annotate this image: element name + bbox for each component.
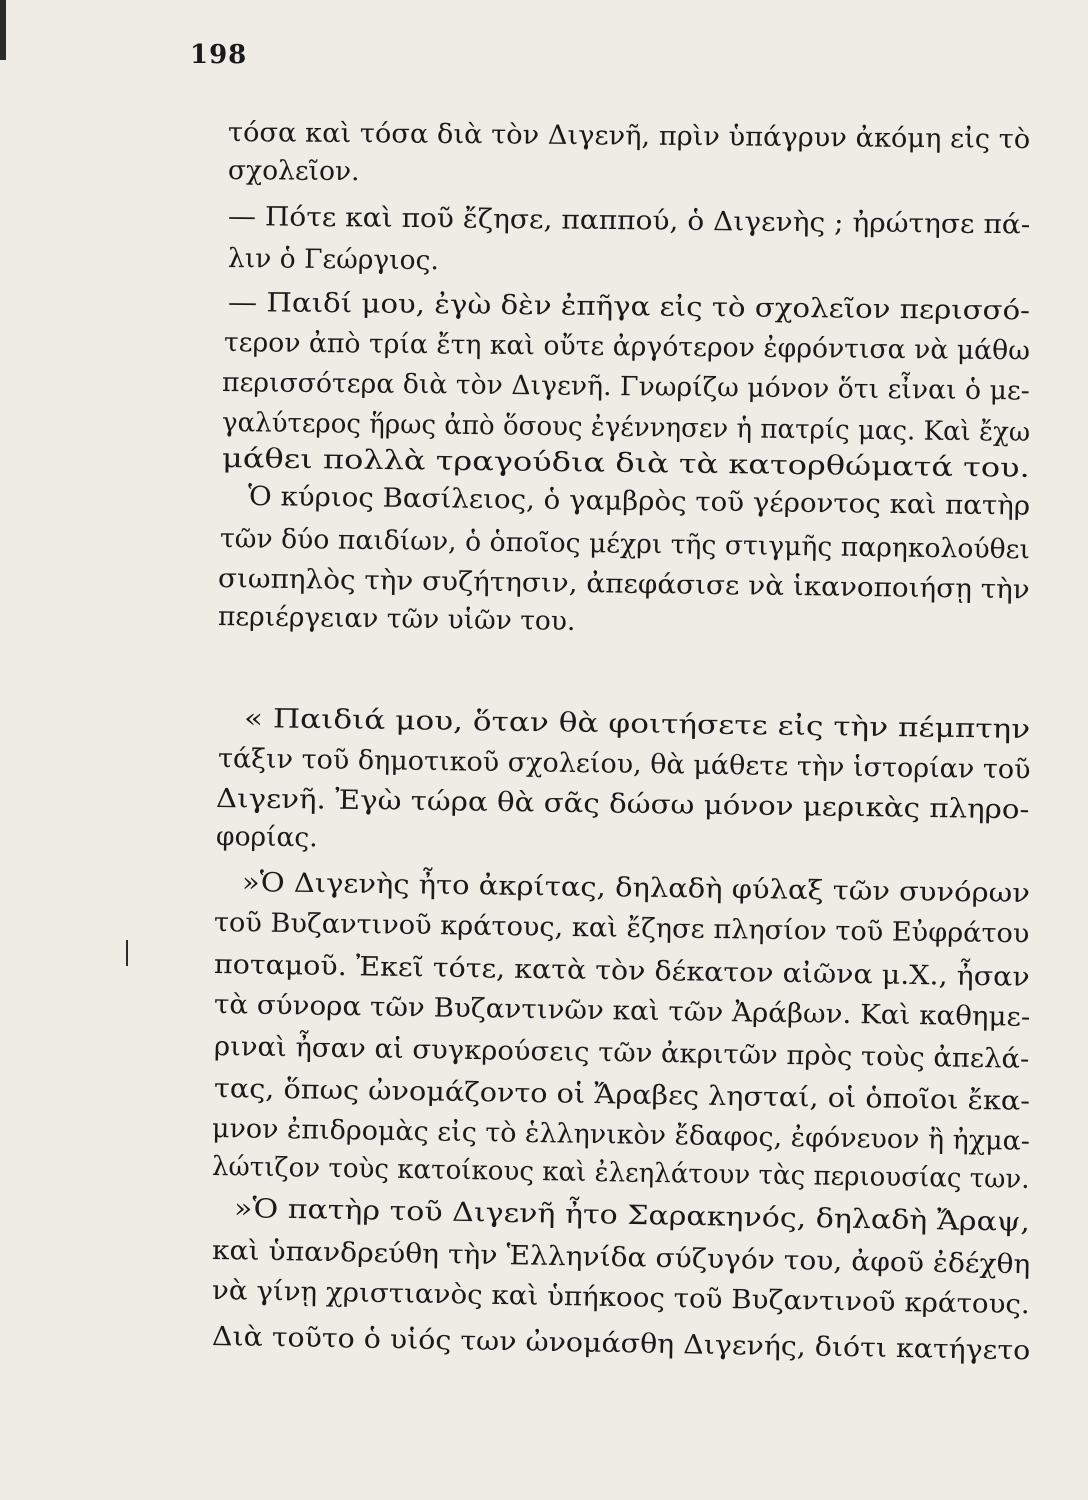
text-line: περισσότερα διὰ τὸν Διγενῆ. Γνωρίζω μόνον ὅτι εἶναι ὁ με-	[221, 367, 1030, 407]
text-line: Ὁ κύριος Βασίλειος, ὁ γαμβρὸς τοῦ γέροντος καὶ πατὴρ	[247, 481, 1031, 522]
text-line: τερον ἀπὸ τρία ἔτη καὶ οὔτε ἀργότερον ἐφρόντισα νὰ μάθω	[223, 327, 1031, 367]
text-line: τοῦ Βυζαντινοῦ κράτους, καὶ ἔζησε πλησίον τοῦ Εὐφράτου	[213, 907, 1030, 950]
text-line: περιέργειαν τῶν υἱῶν του.	[217, 601, 576, 637]
text-line: ποταμοῦ. Ἐκεῖ τότε, κατὰ τὸν δέκατον αἰῶνα μ.Χ., ἦσαν	[213, 949, 1030, 993]
text-line: Διγενῆ. Ἐγὼ τώρα θὰ σᾶς δώσω μόνον μερικὰς πληρο-	[215, 783, 1030, 826]
text-line: νὰ γίνῃ χριστιανὸς καὶ ὑπήκοος τοῦ Βυζαντινοῦ κράτους.	[211, 1275, 1031, 1321]
text-line: σχολεῖον.	[227, 155, 360, 188]
text-line: λώτιζον τοὺς κατοίκους καὶ ἐλεηλάτουν τὰς περιουσίας των.	[211, 1151, 1030, 1195]
text-line: καὶ ὑπανδρεύθη τὴν Ἑλληνίδα σύζυγόν του, ἀφοῦ ἐδέχθη	[211, 1235, 1031, 1281]
text-line: γαλύτερος ἥρως ἀπὸ ὅσους ἐγέννησεν ἡ πατρίς μας. Καὶ ἔχω	[221, 407, 1031, 448]
text-line: μνον ἐπιδρομὰς εἰς τὸ ἑλληνικὸν ἔδαφος, ἐφόνευον ἢ ἠχμα-	[211, 1113, 1031, 1157]
text-line: τάξιν τοῦ δημοτικοῦ σχολείου, θὰ μάθετε τὴν ἱστορίαν τοῦ	[217, 743, 1031, 786]
text-line: ριναὶ ἦσαν αἱ συγκρούσεις τῶν ἀκριτῶν πρὸς τοὺς ἀπελά-	[213, 1031, 1030, 1075]
text-line: »Ὁ Διγενὴς ἦτο ἀκρίτας, δηλαδὴ φύλαξ τῶν συνόρων	[241, 867, 1031, 909]
text-line: μάθει πολλὰ τραγούδια διὰ τὰ κατορθώματά του.	[221, 443, 1030, 484]
text-line: Διὰ τοῦτο ὁ υἱός των ὠνομάσθη Διγενής, διότι κατήγετο	[211, 1321, 1031, 1367]
text-line: — Παιδί μου, ἐγὼ δὲν ἐπῆγα εἰς τὸ σχολεῖον περισσό-	[227, 287, 1031, 327]
text-line: λιν ὁ Γεώργιος.	[227, 243, 440, 277]
page-number: 198	[190, 40, 248, 70]
text-line: »Ὁ πατὴρ τοῦ Διγενῆ ἦτο Σαρακηνός, δηλαδὴ Ἄραψ,	[233, 1193, 1031, 1238]
text-line: σιωπηλὸς τὴν συζήτησιν, ἀπεφάσισε νὰ ἱκανοποιήσῃ τὴν	[217, 563, 1030, 606]
text-line: « Παιδιά μου, ὅταν θὰ φοιτήσετε εἰς τὴν πέμπτην	[243, 703, 1031, 745]
text-line: φορίας.	[215, 821, 318, 854]
text-line: τας, ὅπως ὠνομάζοντο οἱ Ἄραβες λησταί, οἱ ὁποῖοι ἔκα-	[213, 1073, 1031, 1117]
text-line: τόσα καὶ τόσα διὰ τὸν Διγενῆ, πρὶν ὑπάγρυν ἀκόμη εἰς τὸ	[227, 117, 1031, 156]
text-line: τῶν δύο παιδίων, ὁ ὁποῖος μέχρι τῆς στιγμῆς παρηκολούθει	[219, 523, 1031, 566]
text-line: τὰ σύνορα τῶν Βυζαντινῶν καὶ τῶν Ἀράβων. Καὶ καθημε-	[213, 989, 1031, 1033]
text-line: — Πότε καὶ ποῦ ἔζησε, παππού, ὁ Διγενὴς ; ἠρώτησε πά-	[227, 201, 1031, 241]
